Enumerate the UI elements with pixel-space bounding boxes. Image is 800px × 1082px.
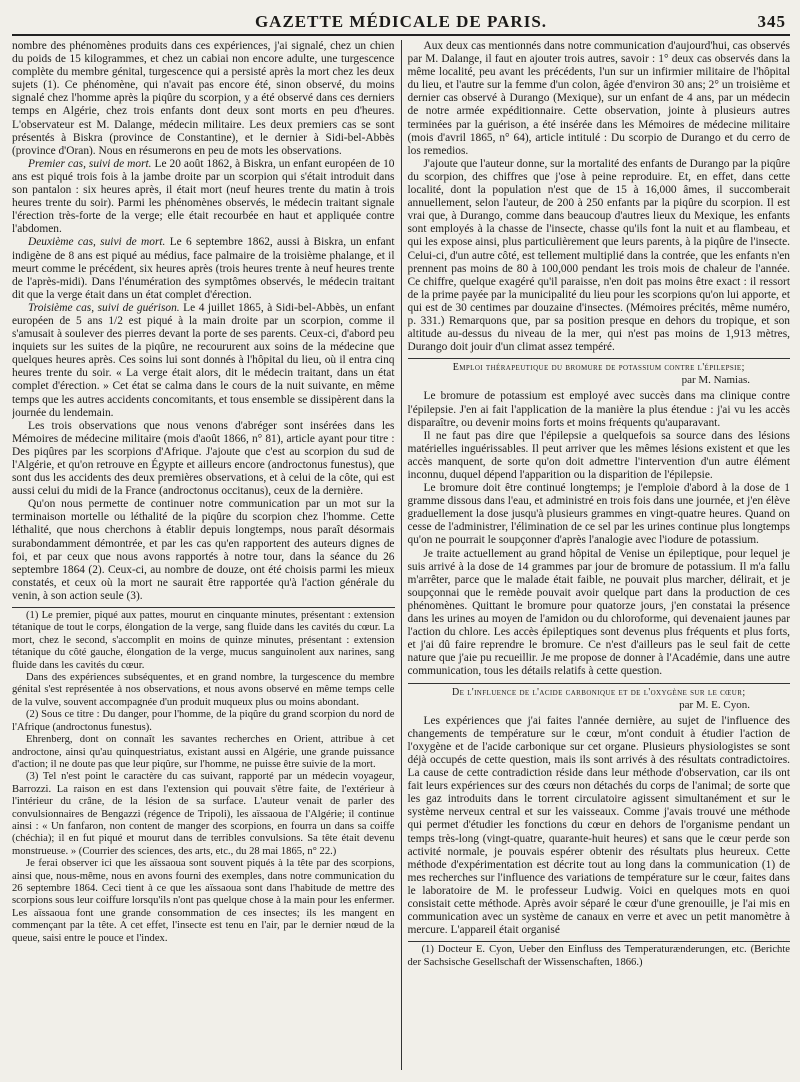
case2-heading: Deuxième cas, suivi de mort.	[28, 236, 166, 249]
case1-paragraph	[12, 158, 395, 237]
bromure-paragraph-3: Le bromure doit être continué longtemps; je l'emploie d'abord à la dose de 1 gramme dissous dans l'eau, et administré en trois fois dans une journée, et j'en élève graduellement la dose jusqu'à plusieurs grammes en vingt-quatre heures. Quand on cesse de l'administrer, l'élimination de ce sel par les urines continue plus longtemps qu'on ne pourrait le soupçonner d'après l'analogie avec l'iodure de potassium.	[407, 482, 790, 547]
durango-paragraph: J'ajoute que l'auteur donne, sur la mortalité des enfants de Durango par la piqûre du scorpion, des chiffres que j'ose à peine reproduire. Et, en effet, dans cette localité, dont la population n'est que de 15 à 16,000 âmes, il succomberait annuellement, selon l'auteur, de 200 à 250 enfants par la piqûre du scorpion. Il est vrai que, à Durango, comme dans beaucoup d'autres lieux du Mexique, les enfants sont employés à la chasse de l'insecte, chasse qu'ils font la nuit et au flambeau, et qui les expose ainsi, plus particulièrement que leurs parents, à la piqûre de l'insecte. Celui-ci, d'un autre côté, est tellement multiplié dans la contrée, que les enfants n'en prennent pas moins de 80 à 100,000 pendant les trois mois de chaleur de l'année. Ce chiffre, quelque exagéré qu'il paraisse, n'en doit pas moins être exact : il ressort de la prime payée par la municipalité du lieu pour les scorpions qu'on lui apporte, et qui est de 30 centimes par douzaine d'insectes. (Mémoires précités, même numéro, p. 331.) Remarquons que, par sa position presque en dehors du tropique, et son altitude au-dessus du niveau de la mer, qui n'est pas moins de 1,913 mètres, Durango doit jouir d'un climat assez tempéré.	[407, 157, 790, 354]
case2-text: Le 6 septembre 1862, aussi à Biskra, un enfant indigène de 8 ans est piqué au médius, face palmaire de la troisième phalange, et il meurt comme le précédent, six heures après (trois heures trente à neuf heures trente de l'après-midi). Dans l'énumération des symptômes observés, le médecin traitant dit que la verge était dans un état complet d'érection.	[12, 236, 395, 301]
page-number: 345	[757, 12, 786, 31]
section-author-namias: par M. Namias.	[681, 374, 750, 387]
case3-paragraph	[12, 302, 395, 420]
case1-heading: Premier cas, suivi de mort.	[28, 157, 152, 170]
left-column	[12, 40, 401, 1070]
footnote-2-continued: Ehrenberg, dont on connaît les savantes recherches en Orient, attribue à cet androctone, ainsi qu'au quinquestriatus, existant aussi en Algérie, une grande puissance d'action; il ne doute pas que leur piqûre, sur l'homme, ne puisse être suivie de la mort.	[12, 734, 395, 770]
footnotes-left	[12, 610, 395, 945]
memoires-paragraph: Les trois observations que nous venons d'abréger sont insérées dans les Mémoires de médecine militaire (mois d'août 1866, n° 81), article ayant pour titre : Des piqûres par les scorpions d'Afrique. J'ajoute que c'est au scorpion du sud de l'Algérie, et qu'on retrouve en Égypte et ailleurs encore (androctonus funestus), que sont dus les accidents des deux premières observations, et à celui de la côte, qui est aussi celui du midi de la France (androctonus occitanus), ceux de la dernière.	[12, 419, 395, 498]
case3-heading: Troisième cas, suivi de guérison.	[28, 301, 180, 314]
footnote-3-continued: Je ferai observer ici que les aïssaoua sont souvent piqués à la tête par des scorpions, ainsi que, nous-même, nous en avons fourni des exemples, dans notre communication du 26 septembre 1864. Ceci tient à ce que les aïssaoua sont dans l'habitude de mettre des scorpions sous leur coiffure lorsqu'ils n'ont pas quelque chose à la main pour les enfermer. Les aïssaoua font une grande consommation de ces insectes; ils les mangent en commençant par la tête. A cet effet, l'insecte est tenu en l'air, par le dernier nœud de la queue, saisi entre le pouce et l'index.	[12, 858, 395, 944]
section-author-cyon: par M. E. Cyon.	[679, 698, 750, 711]
journal-title: GAZETTE MÉDICALE DE PARIS.	[254, 12, 548, 31]
intro-paragraph: nombre des phénomènes produits dans ces expériences, j'ai signalé, chez un chien du poids de 15 kilogrammes, et chez un cabiai non encore adulte, une turgescence complète du membre génital, turgescence qui a persisté après la mort chez les deux sujets (1). Ce phénomène, qui n'avait pas encore été, sinon observé, du moins signalé chez l'homme après la piqûre du scorpion, y a été observé dans ces derniers temps en Algérie, chez trois enfants dont deux sont morts en peu d'heures. L'observateur est M. Dalange, médecin militaire. Les deux premiers cas se sont présentés à Biskra (province de Constantine), et le dernier à Sidi-bel-Abbès (province d'Oran). Nous en résumerons en peu de mots les observations.	[12, 40, 395, 157]
footnote-divider	[12, 607, 395, 608]
footnote-1: (1) Le premier, piqué aux pattes, mourut en cinquante minutes, présentant : extension tétanique de tout le corps, élongation de la verge, sang fluide dans les cavités du cœur. La mort, chez le second, s'accomplit en moins de quinze minutes, présentant : extension tétanique du côté gauche, élongation de la verge, mucus sanguinolent aux narines, sang fluide dans les cavités du cœur.	[12, 610, 395, 671]
footnote-cyon: (1) Docteur E. Cyon, Ueber den Einfluss des Temperaturænderungen, etc. (Berichte der Sachsische Gesellschaft der Wissenschaften, 1866.)	[407, 944, 790, 968]
cyon-paragraph-1: Les expériences que j'ai faites l'année dernière, au sujet de l'influence des changements de température sur le cœur, m'ont conduit à étudier l'action de l'oxygène et de l'acide carbonique sur cet organe. Plusieurs physiologistes se sont déjà occupés de cette question, mais ils sont arrivés à des résultats contradictoires. La cause de cette contradiction réside dans leur méthode d'observation, car ils ont fait leurs expériences sur des cœurs non détachés du corps de l'animal; de sorte que les gaz introduits dans le torrent circulatoire agissent simultanément et sur le système nerveux central et sur les vaisseaux. Comme j'avais trouvé une méthode qui permet d'étudier les fonctions du cœur en dehors de l'organisme pendant un temps très-long (vingt-quatre, quarante-huit heures) et sans que le cœur perde son activité normale, je pouvais espérer obtenir des résultats plus heureux. Cette méthode d'expérimentation est décrite tout au long dans la communication (1) de mes recherches sur l'influence des variations de température sur le cœur, faites dans le laboratoire de M. le professeur Ludwig. Voici en quelques mots en quoi consistait cette méthode. Après avoir séparé le cœur d'une grenouille, je l'ai mis en communication avec un système de canaux en verre et avec un petit manomètre à mercure. L'appareil était organisé	[407, 714, 790, 937]
bromure-paragraph-4: Je traite actuellement au grand hôpital de Venise un épileptique, pour lequel je suis arrivé à la dose de 14 grammes par jour de bromure de potassium. Il m'a fallu m'arrêter, parce que le malade était faible, ne pouvait plus marcher, délirait, et je soupçonnai que le remède pouvait avoir quelque part dans la production de ces phénomènes. Quittant le bromure pour quatorze jours, j'en constatai la présence dans les urines au moyen de l'amidon ou du chloroforme, qui devenaient jaunes par l'action du chlore. Les accès épileptiques sont devenus plus fréquents et plus forts, et j'ai dû faire reprendre le bromure. Ce n'est d'ailleurs pas le seul fait de cette nature que j'aie pu recueillir. Je me propose de donner à l'Académie, dans une autre communication, tous les détails relatifs à cette question.	[407, 547, 790, 678]
footnote-3: (3) Tel n'est point le caractère du cas suivant, rapporté par un médecin voyageur, Barrozzi. La raison en est dans l'extension qui pouvait s'être faite, de l'extérieur à l'intérieur du crâne, de la lésion de sa surface. L'auteur venait de parler des convulsionnaires de Bengazzi (régence de Tripoli), les aïssaoua de l'Algérie; il continue ainsi : « Un fanfaron, non content de manger des scorpions, en fourra un dans sa coiffe (chéchia); il en fut piqué et mourut dans de terribles convulsions. Sa tête était devenu monstrueuse. » (Courrier des sciences, des arts, etc., du 28 mai 1865, n° 22.)	[12, 771, 395, 857]
text-columns	[12, 40, 790, 1070]
case2-paragraph	[12, 236, 395, 301]
case3-text: Le 4 juillet 1865, à Sidi-bel-Abbès, un enfant européen de 5 ans 1/2 est piqué à la main droite par un scorpion, comme il s'amusait à soulever des pierres devant la porte de ses parents. Ceux-ci, d'abord peu inquiets sur les suites de la piqûre, ne recoururent aux soins de la médecine que quelques heures après. Ces soins lui sont donnés à l'hôpital du lieu, où il entra cinq heures trente du soir. « La verge était alors, dit le médecin traitant, dans un état complet d'érection. » Cet état se calma dans le cours de la nuit suivante, en même temps que les autres accidents concomitants, et tous ensemble se dissipèrent dans la journée du lendemain.	[12, 301, 395, 419]
bromure-paragraph-1: Le bromure de potassium est employé avec succès dans ma clinique contre l'épilepsie. J'en ai fait l'application de la manière la plus étendue : j'ai vu les accès disparaître, ou devenir moins forts et moins fréquents qu'auparavant.	[407, 390, 790, 429]
lethality-paragraph: Qu'on nous permette de continuer notre communication par un mot sur la terminaison mortelle ou léthalité de la piqûre du scorpion chez l'homme. Cette léthalité, que nous cherchons à établir depuis longtemps, nous paraît désormais surabondamment démontrée, et par les cas qu'en rapportent des auteurs dignes de foi, et par ceux que nous avons rapportés à notre tour, dans la séance du 26 septembre 1864 (2). Ceux-ci, au nombre de douze, ont été choisis parmi les mieux constatés, et ceux où la mort ne saurait être rapportée qu'à l'action générale du venin, à son action seule (3).	[12, 498, 395, 602]
section-title-cyon: De l'influence de l'acide carbonique et de l'oxygène sur le cœur;	[408, 683, 791, 699]
footnote-1-continued: Dans des expériences subséquentes, et en grand nombre, la turgescence du membre génital s'est représentée à nos observations, et nous avons observé en même temps celle de la vulve, souvent accompagnée d'un produit muqueux plus ou moins abondant.	[12, 672, 395, 708]
additional-cases-paragraph: Aux deux cas mentionnés dans notre communication d'aujourd'hui, cas observés par M. Dalange, il faut en ajouter trois autres, savoir : 1° deux cas observés dans la même localité, peu avant les précédents, l'un sur un infirmier militaire de l'hôpital du lieu, et l'autre sur la femme d'un colon, âgée d'environ 30 ans; 2° un troisième et dernier cas observé à Durango (Mexique), sur un enfant de 4 ans, par un médecin de notre armée expéditionnaire. Cette observation, jointe à plusieurs autres terminées par la guérison, a été insérée dans les Mémoires de médecine militaire (mois d'avril 1865, n° 64), article intitulé : Du scorpio de Durango et du cerro de los remedios.	[407, 40, 790, 157]
footnote-divider-right	[408, 941, 791, 942]
page-header	[12, 12, 790, 36]
footnotes-right	[408, 944, 791, 969]
right-column	[401, 40, 791, 1070]
footnote-2: (2) Sous ce titre : Du danger, pour l'homme, de la piqûre du grand scorpion du nord de l'Afrique (androctonus funestus).	[12, 709, 395, 733]
section-title-bromure: Emploi thérapeutique du bromure de potassium contre l'épilepsie;	[408, 358, 791, 374]
case1-text: Le 20 août 1862, à Biskra, un enfant européen de 10 ans est piqué trois fois à la jambe droite par un scorpion qui s'était introduit dans son pantalon : six heures après, il était mort (neuf heures trente du matin à trois heures trente du soir). Parmi les phénomènes observés, le médecin traitant signale l'érection très-forte de la verge; elle était recourbée en haut et appliquée contre l'abdomen.	[12, 157, 395, 236]
bromure-paragraph-2: Il ne faut pas dire que l'épilepsie a quelquefois sa source dans des lésions matérielles inguérissables. Il peut arriver que les mêmes lésions existent et que les accès manquent, de sorte qu'on doit admettre l'intervention d'un autre élément inconnu, duquel dépend l'apparition ou la disparition de l'épilepsie.	[407, 429, 790, 481]
